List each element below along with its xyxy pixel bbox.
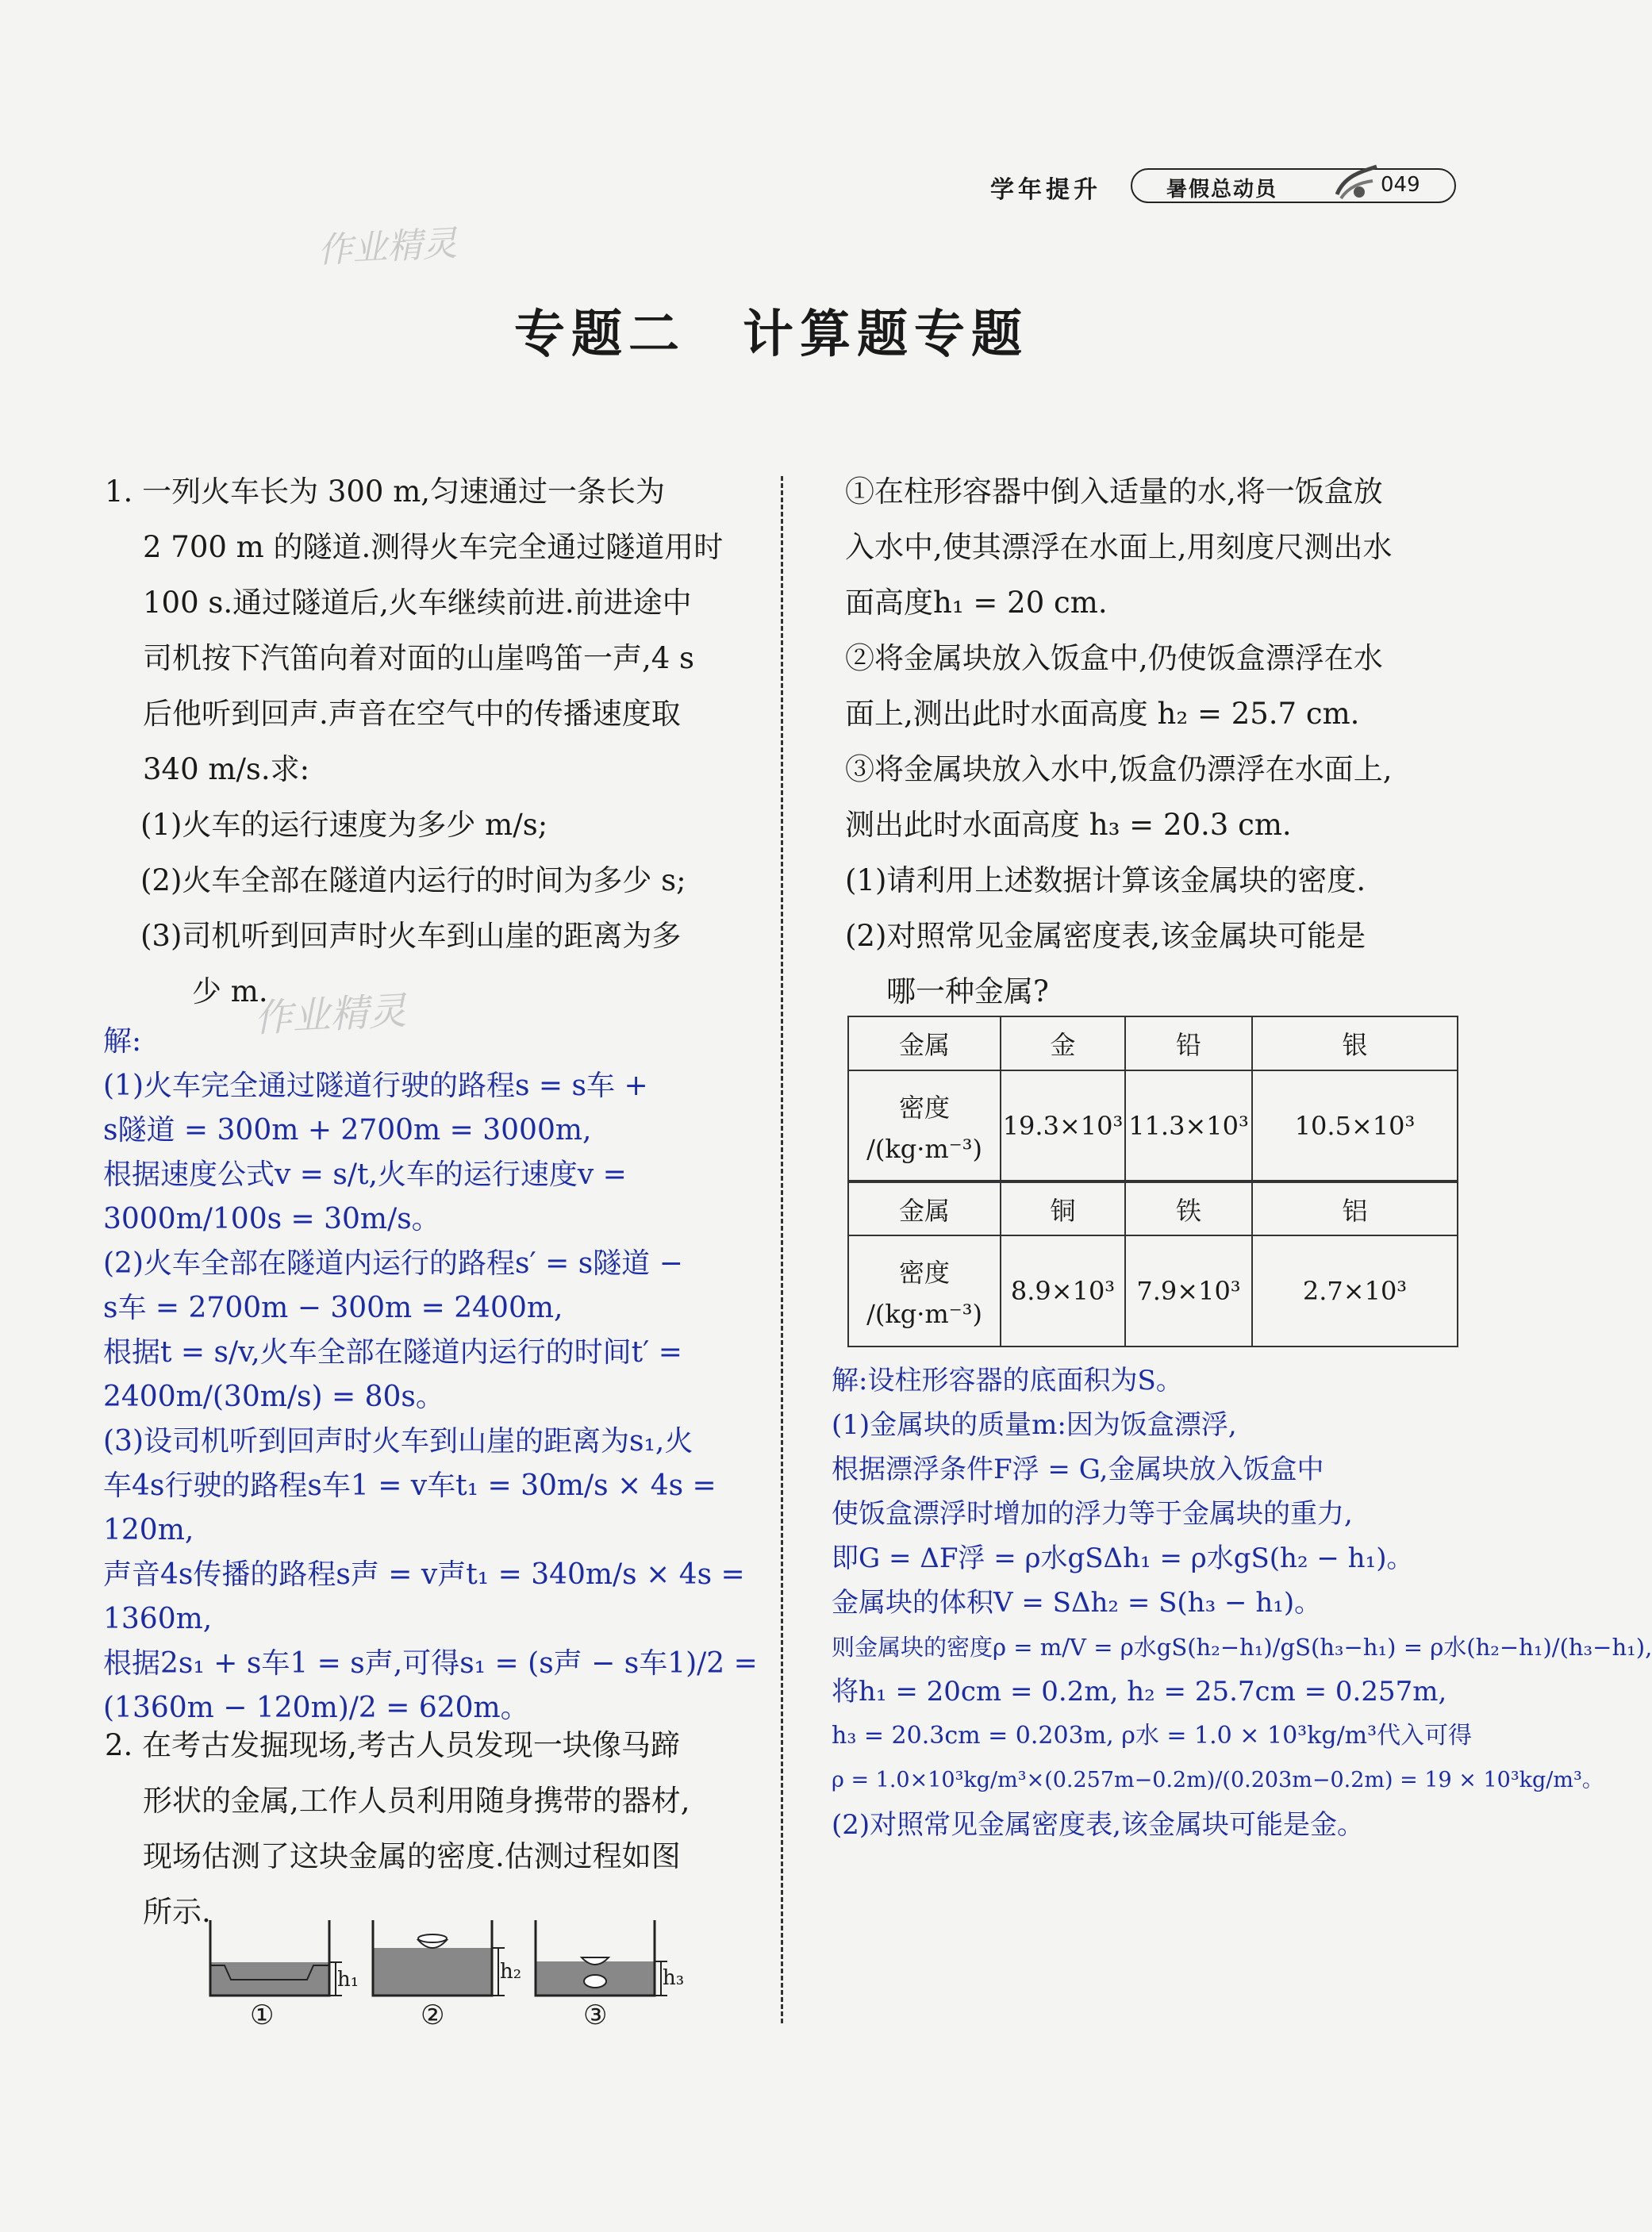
watermark-middle: 作业精灵 <box>252 989 408 1041</box>
q2-line: 2. 在考古发掘现场,考古人员发现一块像马蹄 <box>105 1728 680 1762</box>
a1-line: (1)火车完全通过隧道行驶的路程s = s车 + <box>103 1070 648 1102</box>
table-cell: 2.7×10³ <box>1252 1235 1458 1346</box>
a1-line: 根据速度公式v = s/t,火车的运行速度v = <box>103 1158 627 1191</box>
table-row <box>848 1016 1458 1070</box>
a2-line: 将h₁ = 20cm = 0.2m, h₂ = 25.7cm = 0.257m, <box>832 1676 1447 1708</box>
q1-line: 司机按下汽笛向着对面的山崖鸣笛一声,4 s <box>143 641 695 675</box>
density-table <box>847 1016 1458 1347</box>
container-3 <box>536 1920 667 1996</box>
answer-2 <box>832 1358 1652 1847</box>
a2-line: 根据漂浮条件F浮 = G,金属块放入饭盒中 <box>832 1454 1324 1485</box>
q1-subquestion: 少 m. <box>192 974 268 1008</box>
q2-line: 所示. <box>143 1895 211 1929</box>
q1-line: 100 s.通过隧道后,火车继续前进.前进途中 <box>143 586 692 620</box>
table-cell: 19.3×10³ <box>1001 1070 1125 1181</box>
table-row <box>848 1181 1458 1235</box>
table-cell: 10.5×10³ <box>1252 1070 1458 1181</box>
a1-line: (2)火车全部在隧道内运行的路程s′ = s隧道 − <box>103 1247 683 1280</box>
a1-line: 1360m, <box>103 1603 213 1635</box>
question-2-steps <box>845 464 1504 1020</box>
height-label-1: h₁ <box>337 1968 359 1992</box>
a1-line: (3)设司机听到回声时火车到山崖的距离为s₁,火 <box>103 1425 693 1458</box>
a2-line: ρ = 1.0×10³kg/m³×(0.257m−0.2m)/(0.203m−0.2m) = 19 × 10³kg/m³。 <box>832 1768 1604 1792</box>
table-cell: 8.9×10³ <box>1001 1235 1125 1346</box>
a2-line: 则金属块的密度ρ = m/V = ρ水gS(h₂−h₁)/gS(h₃−h₁) = ρ水(h₂−h₁)/(h₃−h₁), <box>832 1634 1652 1661</box>
diagram-label-3: ③ <box>583 2000 608 2031</box>
column-divider <box>781 476 783 2023</box>
table-cell: 铝 <box>1252 1181 1458 1235</box>
container-2 <box>373 1920 505 1996</box>
section-label: 学年提升 <box>990 176 1101 204</box>
q1-subquestion: (2)火车全部在隧道内运行的时间为多少 s; <box>140 863 686 897</box>
table-cell: 铜 <box>1001 1181 1125 1235</box>
density-unit: /(kg·m⁻³) <box>866 1299 982 1329</box>
page-title: 专题二 计算题专题 <box>514 305 1028 364</box>
a1-line: 声音4s传播的路程s声 = v声t₁ = 340m/s × 4s = <box>103 1558 745 1591</box>
q2-subquestion: (2)对照常见金属密度表,该金属块可能是 <box>845 919 1366 953</box>
table-cell <box>848 1235 1001 1346</box>
q2-subquestion: 哪一种金属? <box>886 974 1049 1008</box>
table-cell: 金属 <box>848 1181 1001 1235</box>
a1-line: s车 = 2700m − 300m = 2400m, <box>103 1292 563 1324</box>
a2-line: 金属块的体积V = SΔh₂ = S(h₃ − h₁)。 <box>832 1587 1322 1619</box>
table-row <box>848 1235 1458 1346</box>
q1-line: 后他听到回声.声音在空气中的传播速度取 <box>143 697 681 731</box>
a2-line: (1)金属块的质量m:因为饭盒漂浮, <box>832 1409 1237 1441</box>
a1-line: 解: <box>103 1025 142 1058</box>
swirl-icon <box>1329 159 1385 206</box>
table-cell: 铁 <box>1125 1181 1252 1235</box>
question-1 <box>105 464 755 1020</box>
q2-line: 形状的金属,工作人员利用随身携带的器材, <box>143 1784 690 1818</box>
answer-1 <box>103 1020 770 1731</box>
table-cell: 7.9×10³ <box>1125 1235 1252 1346</box>
experiment-diagram <box>202 1916 710 2043</box>
a2-line: 解:设柱形容器的底面积为S。 <box>832 1365 1183 1396</box>
height-label-2: h₂ <box>500 1960 522 1984</box>
a1-line: 3000m/100s = 30m/s。 <box>103 1203 440 1235</box>
q2-step-line: 入水中,使其漂浮在水面上,用刻度尺测出水 <box>845 530 1393 564</box>
page-number: 049 <box>1381 173 1420 197</box>
q2-step-line: 面高度h₁ = 20 cm. <box>845 586 1108 620</box>
a2-line: h₃ = 20.3cm = 0.203m, ρ水 = 1.0 × 10³kg/m³代入可得 <box>832 1722 1473 1750</box>
diagram-label-1: ① <box>250 2000 275 2031</box>
q1-subquestion: (1)火车的运行速度为多少 m/s; <box>140 808 548 842</box>
density-label: 密度 <box>898 1258 950 1288</box>
density-label: 密度 <box>898 1092 950 1123</box>
q1-line: 2 700 m 的隧道.测得火车完全通过隧道用时 <box>143 530 724 564</box>
diagram-label-2: ② <box>421 2000 445 2031</box>
question-2 <box>105 1718 762 1940</box>
container-1 <box>210 1920 342 1996</box>
a2-line: 使饭盒漂浮时增加的浮力等于金属块的重力, <box>832 1498 1353 1530</box>
table-cell <box>848 1070 1001 1181</box>
table-cell: 铅 <box>1125 1016 1252 1070</box>
q1-line: 340 m/s.求: <box>143 752 310 786</box>
a1-line: 根据2s₁ + s车1 = s声,可得s₁ = (s声 − s车1)/2 = <box>103 1647 758 1680</box>
q1-subquestion: (3)司机听到回声时火车到山崖的距离为多 <box>140 919 682 953</box>
q2-step-line: ②将金属块放入饭盒中,仍使饭盒漂浮在水 <box>845 641 1383 675</box>
a1-line: 120m, <box>103 1514 194 1546</box>
watermark-top: 作业精灵 <box>317 223 459 271</box>
a1-line: 根据t = s/v,火车全部在隧道内运行的时间t′ = <box>103 1336 682 1369</box>
table-cell: 金 <box>1001 1016 1125 1070</box>
height-label-3: h₃ <box>663 1966 685 1990</box>
a2-line: (2)对照常见金属密度表,该金属块可能是金。 <box>832 1809 1364 1841</box>
q2-step-line: ①在柱形容器中倒入适量的水,将一饭盒放 <box>845 474 1383 509</box>
a1-line: s隧道 = 300m + 2700m = 3000m, <box>103 1114 592 1147</box>
a1-line: (1360m − 120m)/2 = 620m。 <box>103 1692 529 1724</box>
q2-step-line: 测出此时水面高度 h₃ = 20.3 cm. <box>845 808 1292 842</box>
q2-subquestion: (1)请利用上述数据计算该金属块的密度. <box>845 863 1366 897</box>
table-cell: 金属 <box>848 1016 1001 1070</box>
table-cell: 11.3×10³ <box>1125 1070 1252 1181</box>
table-cell: 银 <box>1252 1016 1458 1070</box>
a2-line: 即G = ΔF浮 = ρ水gSΔh₁ = ρ水gS(h₂ − h₁)。 <box>832 1542 1414 1574</box>
a1-line: 2400m/(30m/s) = 80s。 <box>103 1381 444 1413</box>
density-unit: /(kg·m⁻³) <box>866 1133 982 1164</box>
q1-line: 1. 一列火车长为 300 m,匀速通过一条长为 <box>105 474 666 509</box>
table-row <box>848 1070 1458 1181</box>
q2-step-line: ③将金属块放入水中,饭盒仍漂浮在水面上, <box>845 752 1393 786</box>
q2-line: 现场估测了这块金属的密度.估测过程如图 <box>143 1839 681 1873</box>
q2-step-line: 面上,测出此时水面高度 h₂ = 25.7 cm. <box>845 697 1360 731</box>
series-label: 暑假总动员 <box>1166 178 1278 202</box>
a1-line: 车4s行驶的路程s车1 = v车t₁ = 30m/s × 4s = <box>103 1469 717 1502</box>
